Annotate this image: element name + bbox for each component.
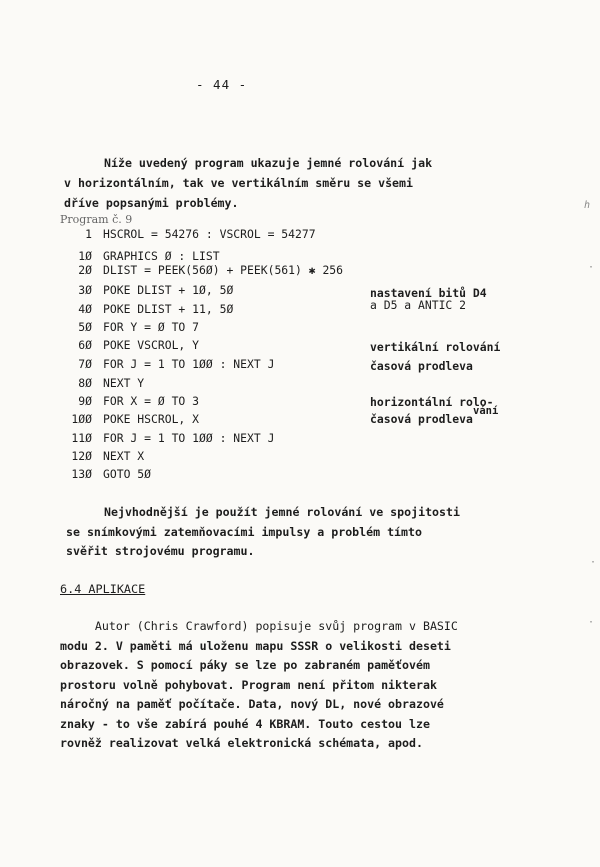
comment-vertical-scroll: vertikální rolování xyxy=(370,340,501,354)
line-number: 11Ø xyxy=(71,431,92,445)
line-number: 5Ø xyxy=(78,320,92,334)
body-line-1: Autor (Chris Crawford) popisuje svůj program v BASIC xyxy=(60,619,458,633)
body-line-2: modu 2. V paměti má uloženu mapu SSSR o velikosti deseti xyxy=(60,639,451,653)
code-line xyxy=(60,449,145,469)
line-number: 12Ø xyxy=(71,449,92,463)
statement: FOR Y = Ø TO 7 xyxy=(103,320,200,334)
statement: POKE HSCROL, X xyxy=(103,412,200,426)
comment-vani: vání xyxy=(473,405,499,417)
comment-delay-1: časová prodleva xyxy=(370,359,473,373)
note-line-1: Nejvhodnější je použít jemné rolování ve spojitosti xyxy=(104,505,460,519)
code-line xyxy=(60,431,275,451)
comment-delay-2: časová prodleva xyxy=(370,412,473,426)
note-line-2: se snímkovými zatemňovacími impulsy a problém tímto xyxy=(66,525,422,539)
statement: POKE VSCROL, Y xyxy=(103,338,200,352)
intro-line-2: v horizontálním, tak ve vertikálním směru se všemi xyxy=(64,176,414,190)
code-line xyxy=(60,227,316,247)
line-number: 9Ø xyxy=(78,394,92,408)
code-line xyxy=(60,283,234,303)
code-line xyxy=(60,412,200,432)
body-line-6: znaky - to vše zabírá pouhé 4 KBRAM. Touto cestou lze xyxy=(60,717,430,731)
statement: FOR J = 1 TO 1ØØ : NEXT J xyxy=(103,357,275,371)
line-number: 1 xyxy=(85,227,92,241)
comment-bits: nastavení bitů D4 xyxy=(370,286,487,300)
line-number: 13Ø xyxy=(71,467,92,481)
code-line xyxy=(60,320,200,340)
body-line-4: prostoru volně pohybovat. Program není přitom nikterak xyxy=(60,678,437,692)
code-line xyxy=(60,263,344,283)
statement: FOR X = Ø TO 3 xyxy=(103,394,200,408)
statement: DLIST = PEEK(56Ø) + PEEK(561) ✱ 256 xyxy=(103,263,344,277)
note-line-3: svěřit strojovému programu. xyxy=(66,544,255,558)
line-number: 1ØØ xyxy=(71,412,92,426)
statement: HSCROL = 54276 : VSCROL = 54277 xyxy=(103,227,316,241)
statement: NEXT Y xyxy=(103,376,145,390)
statement: NEXT X xyxy=(103,449,145,463)
intro-line-3: dříve popsanými problémy. xyxy=(64,196,239,210)
section-heading: 6.4 APLIKACE xyxy=(60,582,146,596)
program-caption: Program č. 9 xyxy=(60,213,133,226)
line-number: 6Ø xyxy=(78,338,92,352)
scan-mark: ℎ xyxy=(584,200,591,211)
scan-mark: · xyxy=(588,617,595,628)
code-line xyxy=(60,338,200,358)
intro-line-1: Níže uvedený program ukazuje jemné rolování jak xyxy=(104,156,433,170)
body-line-5: náročný na paměť počítače. Data, nový DL, nové obrazové xyxy=(60,697,444,711)
statement: FOR J = 1 TO 1ØØ : NEXT J xyxy=(103,431,275,445)
scan-mark: · xyxy=(588,262,595,273)
statement: POKE DLIST + 1Ø, 5Ø xyxy=(103,283,234,297)
page-number: - 44 - xyxy=(196,77,248,92)
line-number: 8Ø xyxy=(78,376,92,390)
comment-horizontal-scroll: horizontální rolo- xyxy=(370,395,494,409)
line-number: 7Ø xyxy=(78,357,92,371)
body-line-7: rovněž realizovat velká elektronická schémata, apod. xyxy=(60,736,423,750)
code-line xyxy=(60,302,234,322)
line-number: 2Ø xyxy=(78,263,92,277)
statement: GRAPHICS Ø : LIST xyxy=(103,249,220,263)
statement: GOTO 5Ø xyxy=(103,467,152,481)
line-number: 3Ø xyxy=(78,283,92,297)
statement: POKE DLIST + 11, 5Ø xyxy=(103,302,234,316)
body-line-3: obrazovek. S pomocí páky se lze po zabraném paměťovém xyxy=(60,658,430,672)
code-line xyxy=(60,357,275,377)
code-line xyxy=(60,394,200,414)
line-number: 4Ø xyxy=(78,302,92,316)
code-line xyxy=(60,376,145,396)
code-line xyxy=(60,467,152,487)
line-number: 1Ø xyxy=(78,249,92,263)
comment-antic: a D5 a ANTIC 2 xyxy=(370,298,467,312)
scan-mark: · xyxy=(590,557,597,568)
